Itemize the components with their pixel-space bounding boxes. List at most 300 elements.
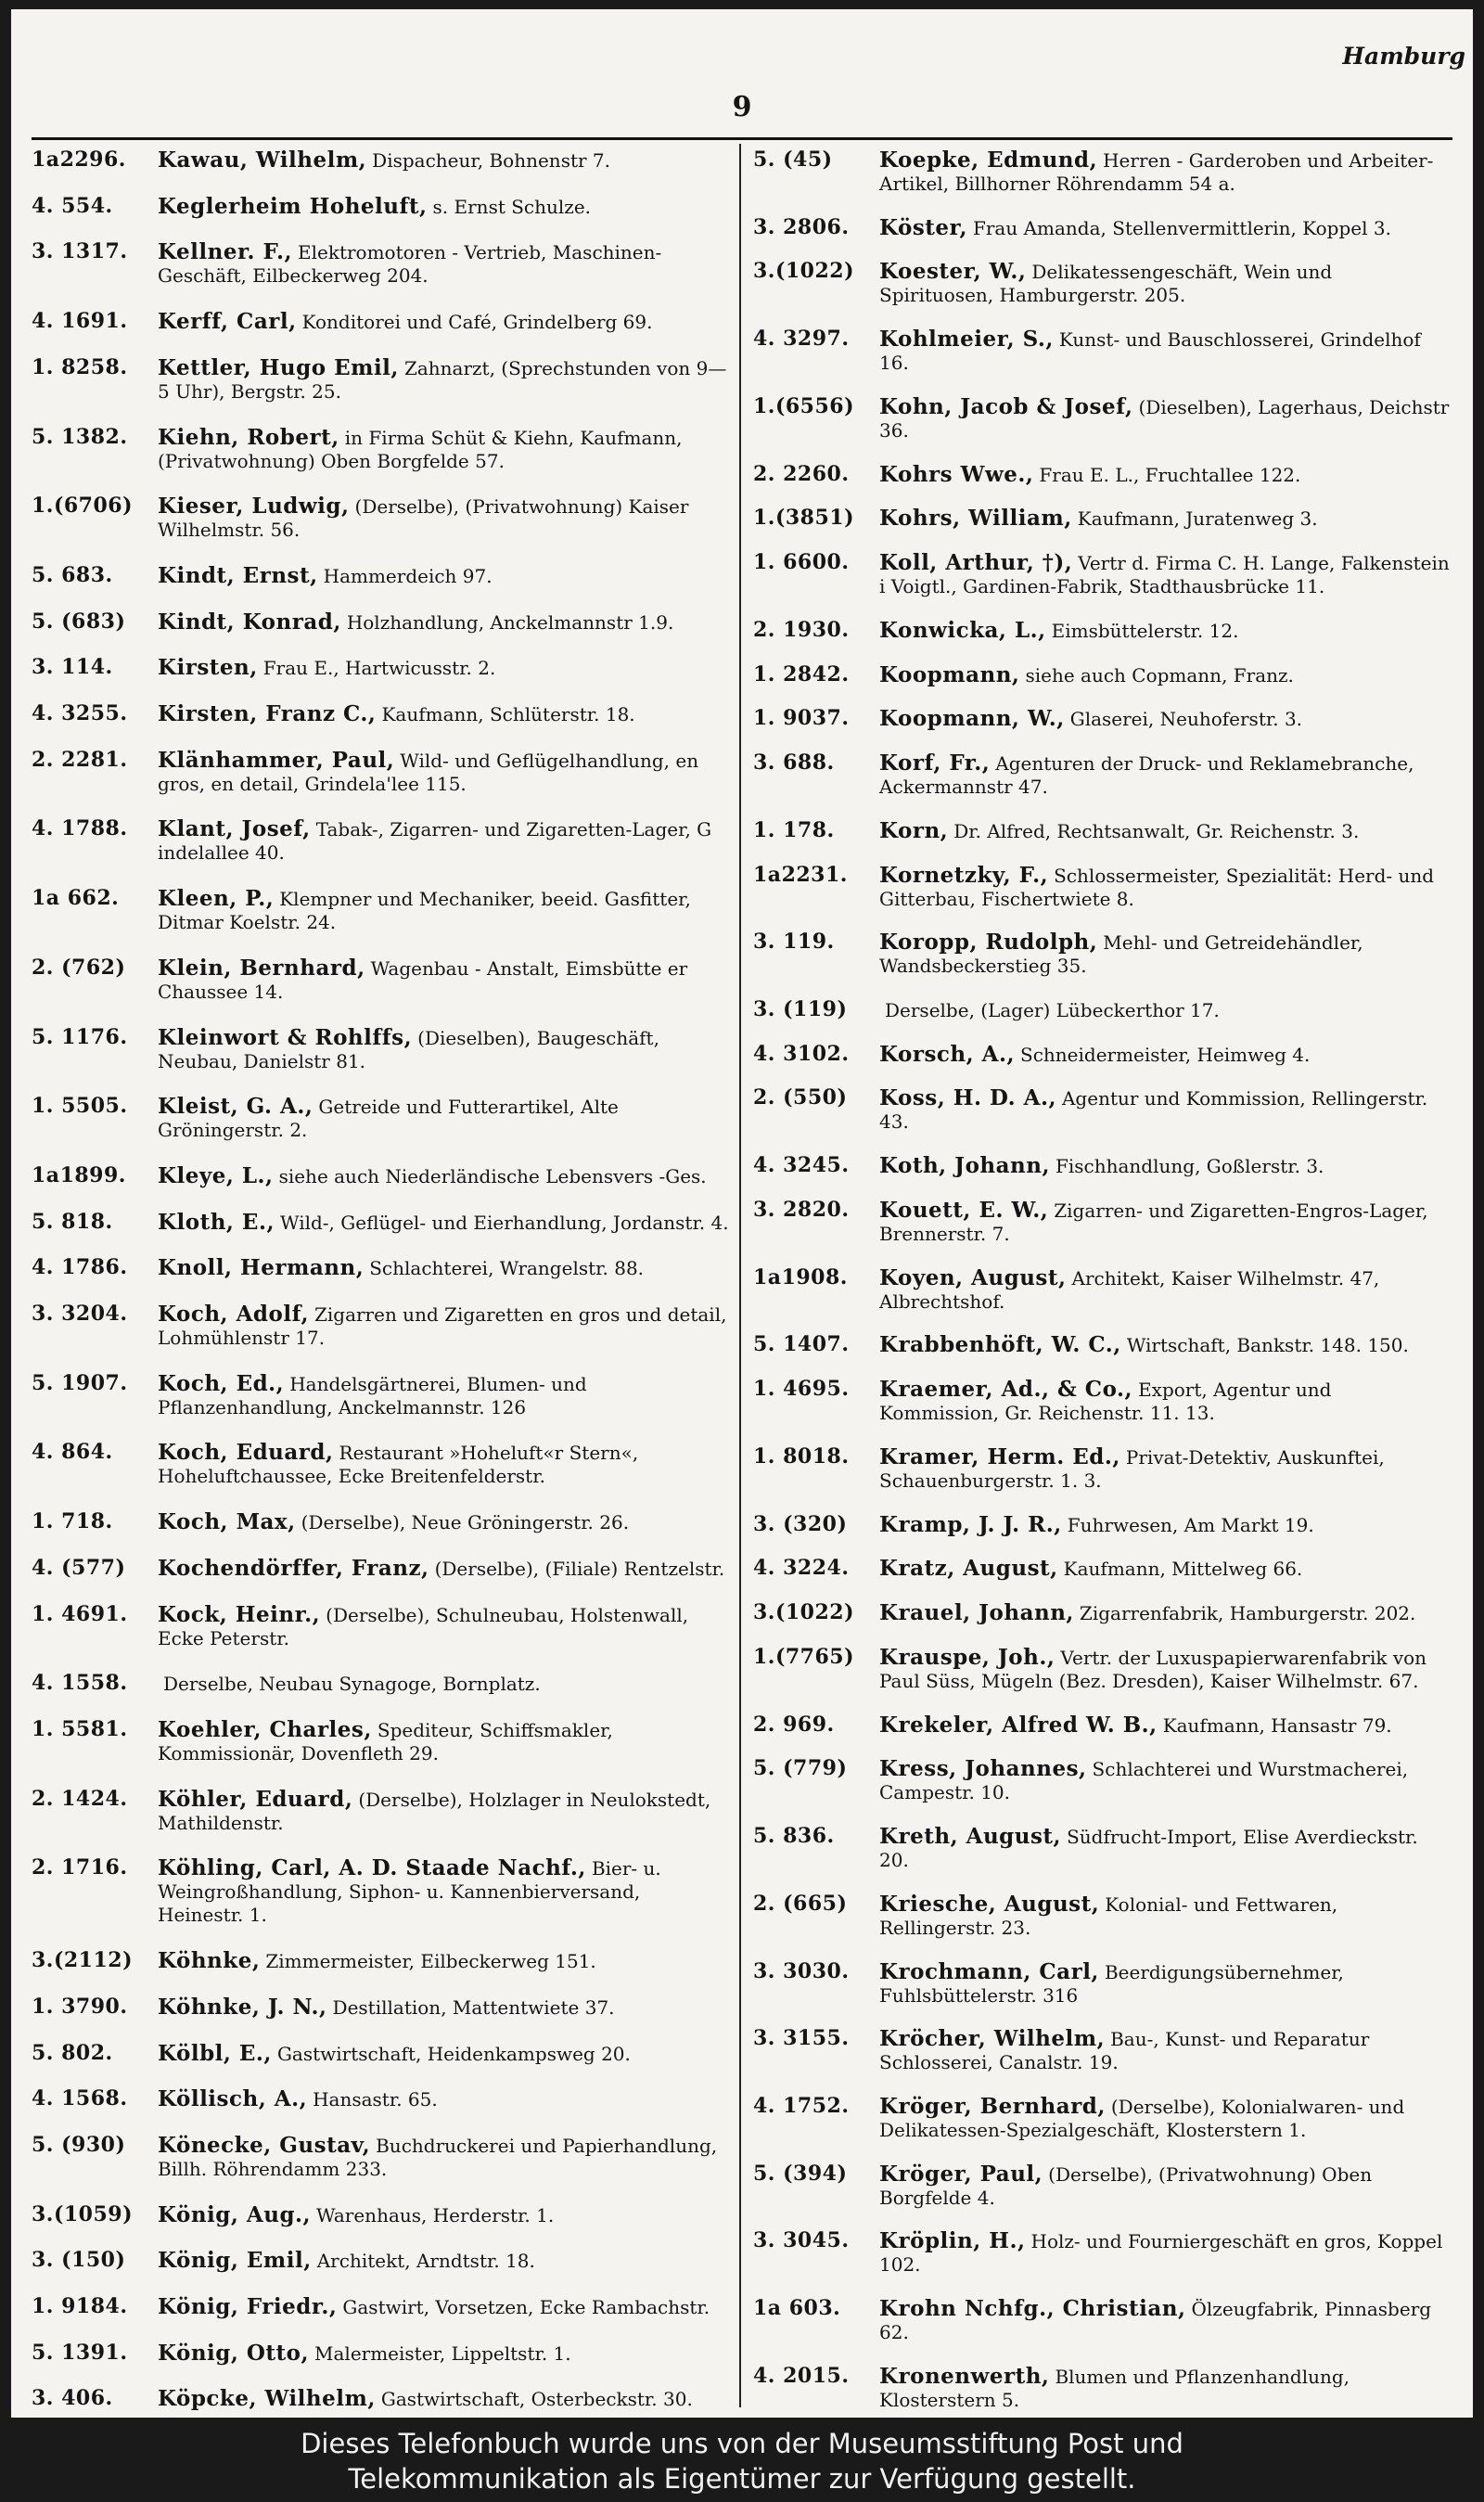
phone-number: 1. 4691.	[32, 1601, 128, 1626]
subscriber-details: Derselbe, (Lager) Lübeckerthor 17.	[885, 999, 1220, 1022]
subscriber-details: Schneidermeister, Heimweg 4.	[1020, 1043, 1311, 1066]
subscriber-details: Zimmermeister, Eilbeckerweg 151.	[265, 1950, 596, 1973]
phone-number: 2. (762)	[32, 955, 126, 980]
directory-entry	[32, 1256, 729, 1280]
subscriber-details: Tabak-, Zigarren- und Zigaretten-Lager, G indelallee 40.	[158, 818, 712, 865]
subscriber-details: Wagenbau - Anstalt, Eimsbütte er Chaussee 14.	[158, 956, 688, 1003]
subscriber-details: Vertr d. Firma C. H. Lange, Falkenstein i Voigtl., Gardinen-Fabrik, Stadthausbrücke 11.	[879, 552, 1450, 598]
subscriber-name: Kröcher, Wilhelm,	[879, 2026, 1106, 2052]
subscriber-name: Kindt, Konrad,	[158, 609, 341, 635]
subscriber-details: Glaserei, Neuhoferstr. 3.	[1069, 708, 1303, 731]
subscriber-details: Delikatessengeschäft, Wein und Spirituosen, Hamburgerstr. 205.	[879, 261, 1333, 307]
phone-number: 3. 1317.	[32, 239, 128, 264]
subscriber-name: Köster,	[879, 214, 967, 240]
subscriber-details: Gastwirtschaft, Osterbeckstr. 30.	[380, 2388, 693, 2411]
subscriber-name: Korsch, A.,	[879, 1041, 1015, 1067]
subscriber-name: Kindt, Ernst,	[158, 562, 318, 588]
directory-entry	[753, 864, 1451, 911]
phone-number: 3. (320)	[753, 1511, 848, 1536]
subscriber-name: Krauel, Johann,	[879, 1600, 1074, 1626]
subscriber-details: Malermeister, Lippeltstr. 1.	[314, 2342, 571, 2365]
subscriber-name: Konwicka, L.,	[879, 617, 1046, 643]
phone-number: 1. 8018.	[753, 1443, 850, 1469]
directory-entry	[753, 663, 1451, 687]
phone-number: 2. 969.	[753, 1712, 835, 1737]
phone-number: 4. 3224.	[753, 1556, 850, 1581]
subscriber-details: Export, Agentur und Kommission, Gr. Reichenstr. 11. 13.	[879, 1379, 1332, 1425]
phone-number: 1. 9037.	[753, 706, 850, 731]
subscriber-details: (Derselbe), (Privatwohnung) Oben Borgfelde 4.	[879, 2162, 1373, 2209]
phone-number: 4. 554.	[32, 193, 113, 218]
directory-entry	[753, 1825, 1451, 1872]
right-column	[753, 148, 1451, 2412]
phone-number: 5. (683)	[32, 609, 126, 634]
phone-number: 4. 3255.	[32, 701, 128, 726]
subscriber-details: Dispacheur, Bohnenstr 7.	[372, 149, 610, 172]
directory-entry	[753, 1713, 1451, 1738]
directory-entry	[32, 1026, 729, 1073]
phone-number: 1.(7765)	[753, 1644, 855, 1669]
subscriber-name: Kock, Heinr.,	[158, 1601, 321, 1627]
subscriber-name: König, Emil,	[158, 2248, 312, 2274]
directory-entry	[32, 817, 729, 865]
directory-entry	[32, 1557, 729, 1581]
directory-entry	[32, 494, 729, 542]
subscriber-name: Koll, Arthur, †),	[879, 550, 1073, 576]
directory-entry	[753, 819, 1451, 843]
subscriber-name: Krauspe, Joh.,	[879, 1644, 1055, 1670]
subscriber-name: Knoll, Hermann,	[158, 1255, 365, 1281]
directory-entry	[32, 1949, 729, 1973]
subscriber-details: Spediteur, Schiffsmakler, Kommissionär, Dovenfleth 29.	[158, 1718, 613, 1764]
directory-entry	[32, 1603, 729, 1650]
phone-number: 1a 662.	[32, 886, 120, 911]
subscriber-details: Architekt, Kaiser Wilhelmstr. 47, Albrechtshof.	[879, 1266, 1380, 1313]
subscriber-details: Dr. Alfred, Rechtsanwalt, Gr. Reichenstr. 3.	[953, 819, 1360, 842]
phone-number: 4. 1788.	[32, 816, 128, 841]
directory-entry	[753, 2027, 1451, 2074]
directory-entry	[32, 1441, 729, 1488]
subscriber-details: (Derselbe), Neue Gröningerstr. 26.	[301, 1511, 630, 1534]
subscriber-name: Kölbl, E.,	[158, 2040, 272, 2066]
subscriber-name: Köhler, Eduard,	[158, 1786, 353, 1812]
phone-number: 1a 603.	[753, 2296, 841, 2321]
phone-number: 3. 119.	[753, 930, 835, 955]
phone-number: 1. 8258.	[32, 354, 128, 379]
directory-entry	[753, 216, 1451, 240]
subscriber-details: Elektromotoren - Vertrieb, Maschinen-Geschäft, Eilbeckerweg 204.	[158, 241, 662, 288]
phone-number: 4. (577)	[32, 1555, 126, 1580]
directory-entry	[32, 1718, 729, 1765]
subscriber-details: (Derselbe), Holzlager in Neulokstedt, Mathildenstr.	[158, 1788, 711, 1834]
phone-number: 4. 3245.	[753, 1153, 850, 1178]
subscriber-details: Konditorei und Café, Grindelberg 69.	[301, 311, 653, 334]
subscriber-details: Zigarren und Zigaretten en gros und detail, Lohmühlenstr 17.	[158, 1303, 727, 1350]
directory-entry	[753, 2229, 1451, 2277]
phone-number: 1.(6706)	[32, 494, 134, 519]
phone-number: 1. 5581.	[32, 1716, 128, 1741]
subscriber-name: Koopmann,	[879, 661, 1020, 687]
subscriber-details: (Derselbe), Schulneubau, Holstenwall, Ecke Peterstr.	[158, 1603, 689, 1649]
phone-number: 1a2296.	[32, 148, 126, 172]
directory-entry	[753, 1445, 1451, 1493]
subscriber-name: Klänhammer, Paul,	[158, 747, 395, 773]
directory-entry	[753, 2365, 1451, 2412]
directory-entry	[753, 998, 1451, 1022]
phone-number: 4. 3102.	[753, 1041, 850, 1066]
subscriber-name: Koepke, Edmund,	[879, 148, 1098, 173]
directory-entry	[32, 2087, 729, 2111]
phone-number: 5. (394)	[753, 2161, 848, 2186]
phone-number: 4. 2015.	[753, 2363, 850, 2388]
phone-number: 2. (550)	[753, 1085, 848, 1110]
phone-number: 5. (45)	[753, 148, 833, 172]
subscriber-name: Korn,	[879, 817, 949, 843]
subscriber-details: Destillation, Mattentwiete 37.	[332, 1995, 615, 2019]
subscriber-name: Kraemer, Ad., & Co.,	[879, 1377, 1133, 1403]
subscriber-details: Handelsgärtnerei, Blumen- und Pflanzenhandlung, Anckelmannstr. 126	[158, 1372, 587, 1418]
subscriber-details: Bau-, Kunst- und Reparatur Schlosserei, Canalstr. 19.	[879, 2028, 1370, 2074]
subscriber-details: siehe auch Copmann, Franz.	[1025, 663, 1294, 686]
subscriber-name: Korf, Fr.,	[879, 751, 991, 776]
phone-number: 5. 1391.	[32, 2340, 128, 2365]
directory-entry	[753, 2095, 1451, 2142]
phone-number: 2. 1424.	[32, 1786, 128, 1811]
phone-number: 1. 718.	[32, 1509, 113, 1534]
subscriber-details: Kunst- und Bauschlosserei, Grindelhof 16.	[879, 328, 1421, 375]
header-rule	[32, 137, 1452, 140]
subscriber-name: Kirsten,	[158, 655, 258, 681]
subscriber-name: Kouett, E. W.,	[879, 1197, 1049, 1223]
directory-entry	[753, 551, 1451, 598]
phone-number: 2. 1716.	[32, 1855, 128, 1880]
phone-number: 3. 688.	[753, 751, 835, 776]
subscriber-name: Kettler, Hugo Emil,	[158, 354, 399, 380]
subscriber-name: Kramer, Herm. Ed.,	[879, 1443, 1120, 1469]
phone-number: 4. 1691.	[32, 309, 128, 334]
subscriber-name: Koropp, Rudolph,	[879, 930, 1098, 956]
directory-entry	[32, 2134, 729, 2181]
directory-entry	[753, 463, 1451, 487]
subscriber-details: Schlachterei und Wurstmacherei, Campestr. 10.	[879, 1758, 1409, 1804]
phone-number: 3.(1059)	[32, 2201, 134, 2226]
subscriber-name: Kellner. F.,	[158, 239, 292, 265]
footer-line-2: Telekommunikation als Eigentümer zur Verfügung gestellt.	[348, 2463, 1136, 2495]
subscriber-details: Zigarren- und Zigaretten-Engros-Lager, Brennerstr. 7.	[879, 1199, 1428, 1245]
directory-entry	[32, 2387, 729, 2411]
subscriber-details: Getreide und Futterartikel, Alte Gröningerstr. 2.	[158, 1096, 619, 1142]
subscriber-name: Kröplin, H.,	[879, 2228, 1026, 2254]
directory-entry	[753, 1601, 1451, 1625]
phone-number: 3. 3204.	[32, 1302, 128, 1327]
directory-entry	[32, 564, 729, 588]
subscriber-details: Zahnarzt, (Sprechstunden von 9—5 Uhr), Bergstr. 25.	[158, 356, 727, 403]
phone-number: 3. 3045.	[753, 2228, 850, 2253]
directory-entry	[32, 1510, 729, 1534]
subscriber-details: Restaurant »Hoheluft«r Stern«, Hoheluftchaussee, Ecke Breitenfelderstr.	[158, 1442, 639, 1488]
subscriber-details: Südfrucht-Import, Elise Averdieckstr. 20.	[879, 1826, 1418, 1872]
subscriber-details: Frau E. L., Fruchtallee 122.	[1039, 463, 1301, 486]
subscriber-name: Koch, Ed.,	[158, 1370, 285, 1396]
phone-number: 1. 6600.	[753, 550, 850, 575]
subscriber-name: Kerff, Carl,	[158, 309, 297, 335]
subscriber-details: Wild- und Geflügelhandlung, en gros, en detail, Grindela'lee 115.	[158, 749, 699, 795]
footer-line-1: Dieses Telefonbuch wurde uns von der Museumsstiftung Post und	[301, 2428, 1183, 2459]
phone-number: 5. (779)	[753, 1756, 848, 1781]
subscriber-details: Fuhrwesen, Am Markt 19.	[1067, 1513, 1314, 1536]
subscriber-name: Klein, Bernhard,	[158, 955, 365, 981]
phone-number: 5. 1382.	[32, 424, 128, 449]
phone-number: 1. 9184.	[32, 2294, 128, 2319]
phone-number: 2. 1930.	[753, 617, 850, 642]
directory-entry	[753, 1513, 1451, 1537]
directory-entry	[32, 2342, 729, 2366]
directory-entry	[753, 1960, 1451, 2008]
subscriber-name: Kochendörffer, Franz,	[158, 1555, 429, 1581]
subscriber-name: Kleist, G. A.,	[158, 1094, 313, 1120]
subscriber-name: Koopmann, W.,	[879, 706, 1065, 732]
directory-entry	[32, 610, 729, 635]
phone-number: 1. 3790.	[32, 1994, 128, 2019]
directory-entry	[32, 1672, 729, 1696]
phone-number: 3. (119)	[753, 997, 848, 1022]
phone-number: 3. 114.	[32, 655, 113, 680]
directory-entry	[32, 426, 729, 473]
subscriber-details: Wild-, Geflügel- und Eierhandlung, Jordanstr. 4.	[279, 1211, 729, 1234]
subscriber-name: Köhnke,	[158, 1948, 261, 1974]
subscriber-name: Kreth, August,	[879, 1824, 1062, 1850]
left-column	[32, 148, 729, 2412]
phone-number: 3. (150)	[32, 2248, 126, 2273]
subscriber-details: (Dieselben), Lagerhaus, Deichstr 36.	[879, 395, 1450, 442]
phone-number: 1. 178.	[753, 817, 835, 842]
subscriber-name: Kröger, Paul,	[879, 2161, 1043, 2187]
subscriber-details: (Derselbe), (Privatwohnung) Kaiser Wilhelmstr. 56.	[158, 495, 689, 542]
subscriber-details: Agentur und Kommission, Rellingerstr. 43.	[879, 1087, 1428, 1134]
page-number: 9	[732, 91, 752, 123]
subscriber-details: (Derselbe), Kolonialwaren- und Delikatessen-Spezialgeschäft, Klosterstern 1.	[879, 2095, 1405, 2141]
phone-number: 3. 2820.	[753, 1197, 850, 1222]
subscriber-details: Mehl- und Getreidehändler, Wandsbeckerstieg 35.	[879, 931, 1363, 978]
subscriber-details: Frau E., Hartwicusstr. 2.	[262, 657, 496, 680]
subscriber-name: Kleen, P.,	[158, 886, 275, 912]
phone-number: 3.(1022)	[753, 1600, 855, 1625]
directory-entry	[753, 395, 1451, 443]
directory-entry	[753, 1154, 1451, 1178]
subscriber-name: Koch, Max,	[158, 1509, 296, 1535]
phone-number: 4. 1786.	[32, 1255, 128, 1280]
phone-number: 4. 864.	[32, 1440, 113, 1465]
subscriber-details: Schlossermeister, Spezialität: Herd- und Gitterbau, Fischertwiete 8.	[879, 864, 1435, 910]
phone-number: 3. 3030.	[753, 1958, 850, 1983]
subscriber-name: Köpcke, Wilhelm,	[158, 2386, 376, 2412]
phone-number: 2. (665)	[753, 1891, 848, 1916]
subscriber-details: Agenturen der Druck- und Reklamebranche, Ackermannstr 47.	[879, 752, 1414, 799]
subscriber-name: Kress, Johannes,	[879, 1756, 1087, 1782]
phone-number: 3. 406.	[32, 2386, 113, 2411]
directory-page	[11, 9, 1473, 2418]
phone-number: 1. 4695.	[753, 1377, 850, 1402]
directory-entry	[753, 1557, 1451, 1581]
directory-entry	[32, 240, 729, 288]
phone-number: 1. 5505.	[32, 1094, 128, 1119]
subscriber-name: Kiehn, Robert,	[158, 424, 339, 450]
phone-number: 1.(3851)	[753, 506, 855, 531]
subscriber-details: (Dieselben), Baugeschäft, Neubau, Danielstr 81.	[158, 1026, 659, 1072]
directory-entry	[753, 707, 1451, 731]
phone-number: 5. 1407.	[753, 1332, 850, 1357]
subscriber-name: Kratz, August,	[879, 1556, 1058, 1582]
directory-entry	[32, 1164, 729, 1188]
phone-number: 5. 818.	[32, 1209, 113, 1234]
subscriber-name: Kloth, E.,	[158, 1209, 275, 1235]
subscriber-name: Kohn, Jacob & Josef,	[879, 393, 1133, 419]
directory-entry	[32, 749, 729, 796]
subscriber-details: Blumen und Pflanzenhandlung, Klosterstern 5.	[879, 2365, 1350, 2411]
directory-entry	[32, 2203, 729, 2227]
subscriber-details: Herren - Garderoben und Arbeiter-Artikel, Billhorner Röhrendamm 54 a.	[879, 149, 1434, 195]
directory-entry	[753, 327, 1451, 375]
directory-entry	[753, 1646, 1451, 1693]
subscriber-details: in Firma Schüt & Kiehn, Kaufmann, (Privatwohnung) Oben Borgfelde 57.	[158, 426, 683, 472]
subscriber-details: Frau Amanda, Stellenvermittlerin, Koppel 3.	[972, 216, 1391, 239]
phone-number: 3. 2806.	[753, 214, 850, 239]
subscriber-name: Krabbenhöft, W. C.,	[879, 1332, 1121, 1358]
subscriber-name: Kröger, Bernhard,	[879, 2093, 1106, 2119]
directory-entry	[32, 1856, 729, 1927]
directory-entry	[32, 1302, 729, 1350]
directory-entry	[753, 2162, 1451, 2210]
directory-entry	[753, 1378, 1451, 1425]
subscriber-details: Kaufmann, Schlüterstr. 18.	[381, 703, 635, 726]
subscriber-name: Krekeler, Alfred W. B.,	[879, 1712, 1158, 1738]
phone-number: 4. 3297.	[753, 327, 850, 352]
subscriber-name: Köllisch, A.,	[158, 2086, 308, 2112]
directory-entry	[753, 507, 1451, 531]
subscriber-details: Kaufmann, Juratenweg 3.	[1077, 507, 1318, 531]
directory-entry	[753, 1043, 1451, 1067]
subscriber-details: Schlachterei, Wrangelstr. 88.	[369, 1257, 645, 1280]
subscriber-name: Kohrs Wwe.,	[879, 461, 1034, 487]
subscriber-name: Kriesche, August,	[879, 1891, 1100, 1917]
phone-number: 3.(1022)	[753, 259, 855, 284]
directory-entry	[753, 1333, 1451, 1357]
subscriber-name: Kieser, Ludwig,	[158, 494, 350, 520]
subscriber-name: Koch, Eduard,	[158, 1440, 334, 1466]
subscriber-details: Gastwirtschaft, Heidenkampsweg 20.	[276, 2042, 631, 2065]
phone-number: 1a1908.	[753, 1264, 848, 1289]
subscriber-details: Holzhandlung, Anckelmannstr 1.9.	[346, 610, 674, 634]
subscriber-details: (Derselbe), (Filiale) Rentzelstr.	[434, 1557, 725, 1580]
phone-number: 4. 1752.	[753, 2093, 850, 2118]
directory-entry	[32, 887, 729, 934]
directory-entry	[753, 619, 1451, 643]
phone-number: 4. 1558.	[32, 1671, 128, 1696]
subscriber-details: Fischhandlung, Goßlerstr. 3.	[1055, 1155, 1324, 1178]
directory-entry	[753, 1893, 1451, 1940]
subscriber-name: Kronenwerth,	[879, 2363, 1050, 2389]
subscriber-details: s. Ernst Schulze.	[432, 195, 592, 218]
subscriber-details: Kolonial- und Fettwaren, Rellingerstr. 23.	[879, 1893, 1338, 1939]
subscriber-name: Koehler, Charles,	[158, 1716, 372, 1742]
directory-entry	[32, 195, 729, 219]
subscriber-name: Kohlmeier, S.,	[879, 327, 1054, 353]
subscriber-details: Vertr. der Luxuspapierwarenfabrik von Paul Süss, Mügeln (Bez. Dresden), Kaiser Wilhelmstr. 67.	[879, 1646, 1427, 1692]
subscriber-details: Buchdruckerei und Papierhandlung, Billh. Röhrendamm 233.	[158, 2134, 718, 2180]
phone-number: 1a1899.	[32, 1162, 126, 1187]
directory-entry	[753, 751, 1451, 799]
subscriber-name: Köhling, Carl, A. D. Staade Nachf.,	[158, 1855, 586, 1881]
subscriber-name: Koth, Johann,	[879, 1153, 1050, 1179]
subscriber-name: Keglerheim Hoheluft,	[158, 193, 428, 219]
subscriber-name: Kohrs, William,	[879, 506, 1072, 532]
directory-entry	[32, 148, 729, 173]
directory-entry	[32, 956, 729, 1004]
directory-entry	[32, 356, 729, 404]
subscriber-details: Zigarrenfabrik, Hamburgerstr. 202.	[1079, 1602, 1416, 1625]
subscriber-details: Architekt, Arndtstr. 18.	[316, 2250, 535, 2273]
subscriber-name: König, Otto,	[158, 2340, 310, 2366]
directory-entry	[32, 656, 729, 680]
phone-number: 5. 836.	[753, 1824, 835, 1849]
directory-entry	[753, 1266, 1451, 1314]
subscriber-details: Kaufmann, Mittelweg 66.	[1063, 1558, 1303, 1581]
subscriber-details: Bier- u. Weingroßhandlung, Siphon- u. Kannenbierversand, Heinestr. 1.	[158, 1857, 661, 1927]
phone-number: 3.(2112)	[32, 1948, 134, 1973]
directory-entry	[32, 702, 729, 726]
directory-entry	[753, 1086, 1451, 1134]
phone-number: 5. 1176.	[32, 1024, 128, 1049]
directory-entry	[32, 2295, 729, 2319]
subscriber-name: Krohn Nchfg., Christian,	[879, 2296, 1186, 2322]
directory-entry	[32, 310, 729, 334]
subscriber-details: Kaufmann, Hansastr 79.	[1162, 1713, 1392, 1737]
subscriber-details: Holz- und Fourniergeschäft en gros, Koppel 102.	[879, 2230, 1443, 2277]
directory-entry	[753, 260, 1451, 307]
column-divider	[739, 144, 741, 2407]
phone-number: 1a2231.	[753, 862, 848, 887]
subscriber-details: Beerdigungsübernehmer, Fuhlsbüttelerstr. 316	[879, 1960, 1344, 2007]
phone-number: 5. 683.	[32, 562, 113, 587]
subscriber-name: Köhnke, J. N.,	[158, 1994, 327, 2020]
directory-entry	[32, 2042, 729, 2066]
city-header: Hamburg	[1342, 43, 1465, 70]
phone-number: 5. 802.	[32, 2040, 113, 2065]
directory-entry	[32, 1211, 729, 1235]
subscriber-details: Eimsbüttelerstr. 12.	[1051, 619, 1239, 642]
subscriber-name: Koch, Adolf,	[158, 1302, 309, 1328]
subscriber-name: Koester, W.,	[879, 259, 1027, 285]
phone-number: 5. 1907.	[32, 1370, 128, 1395]
subscriber-name: Könecke, Gustav,	[158, 2132, 371, 2158]
directory-entry	[32, 1095, 729, 1142]
phone-number: 2. 2260.	[753, 461, 850, 486]
subscriber-name: König, Aug.,	[158, 2201, 312, 2227]
directory-entry	[32, 1788, 729, 1835]
directory-entry	[753, 930, 1451, 978]
subscriber-details: Hammerdeich 97.	[323, 564, 493, 587]
subscriber-name: Klant, Josef,	[158, 816, 311, 842]
subscriber-details: Hansastr. 65.	[313, 2088, 438, 2111]
subscriber-name: Koss, H. D. A.,	[879, 1085, 1056, 1111]
subscriber-name: Kleinwort & Rohlffs,	[158, 1024, 413, 1050]
subscriber-name: Krochmann, Carl,	[879, 1958, 1099, 1984]
subscriber-details: Gastwirt, Vorsetzen, Ecke Rambachstr.	[342, 2296, 710, 2319]
subscriber-details: Derselbe, Neubau Synagoge, Bornplatz.	[163, 1673, 541, 1696]
subscriber-name: Kirsten, Franz C.,	[158, 701, 377, 727]
directory-entry	[32, 1995, 729, 2020]
phone-number: 2. 2281.	[32, 747, 128, 772]
